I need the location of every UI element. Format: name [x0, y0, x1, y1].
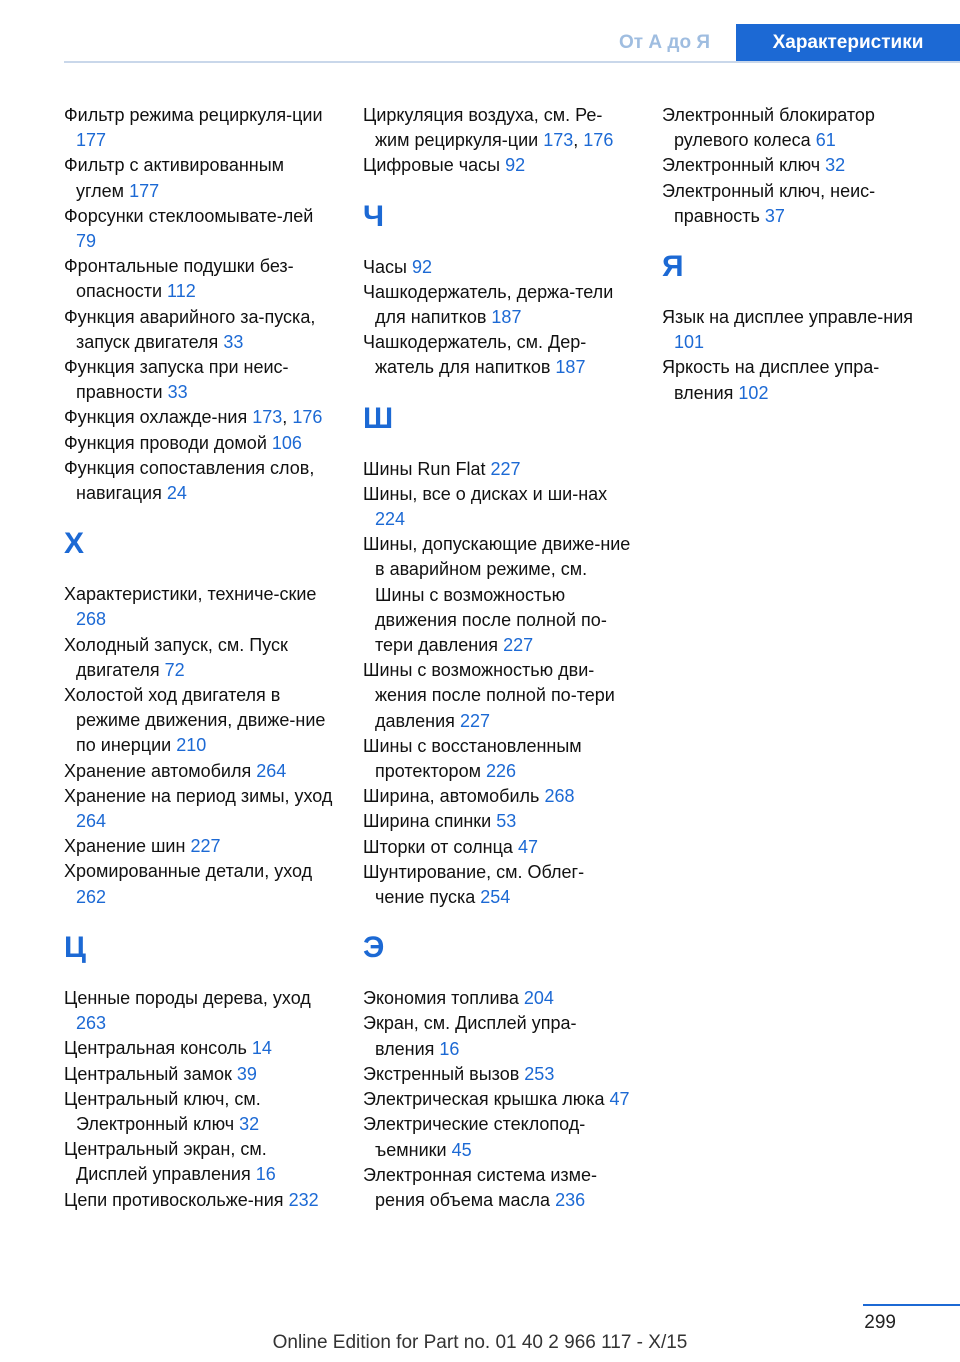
index-term: Центральный ключ, см. Электронный ключ [64, 1088, 261, 1134]
page-reference-link[interactable]: 173 [252, 407, 283, 428]
index-term: Электронный ключ [662, 155, 821, 176]
index-letter-heading: Х [64, 527, 85, 561]
index-term: Циркуляция воздуха, см. Ре-жим рециркуля-ции [363, 105, 603, 151]
index-entry [64, 633, 334, 683]
index-entry [64, 456, 334, 506]
index-letter-heading: Э [363, 931, 385, 965]
page-reference-link[interactable]: 92 [505, 155, 526, 176]
page-reference-link[interactable]: 176 [583, 130, 614, 151]
index-entry [363, 1087, 633, 1112]
index-term: Холодный запуск, см. Пуск двигателя [64, 634, 288, 680]
index-term: Электрическая крышка люка [363, 1089, 605, 1110]
index-column-2 [363, 103, 633, 1213]
index-entry [662, 355, 932, 405]
index-entry: Функция охлажде-ния 173, 176 [64, 407, 323, 428]
index-term: Шины с возможностью дви-жения после полной по-тери давления [363, 660, 615, 731]
page-reference-link[interactable]: 33 [167, 382, 188, 403]
index-term: Ширина, автомобиль [363, 786, 540, 807]
index-term: Часы [363, 256, 407, 277]
index-term: Язык на дисплее управле-ния [662, 307, 914, 328]
index-term: Хранение шин [64, 836, 186, 857]
index-entry [64, 204, 334, 254]
index-term: Электронный блокиратор рулевого колеса [662, 105, 875, 151]
page-reference-link[interactable]: 268 [544, 786, 575, 807]
page-reference-link[interactable]: 72 [164, 659, 185, 680]
index-term: Функция охлажде-ния [64, 407, 248, 428]
index-entry [64, 355, 334, 405]
index-entry [64, 305, 334, 355]
page-reference-link[interactable]: 32 [825, 155, 846, 176]
index-entry [64, 1137, 334, 1187]
page-header [0, 0, 960, 62]
page-reference-link[interactable]: 177 [129, 180, 160, 201]
page-reference-link[interactable]: 16 [255, 1164, 276, 1185]
page-reference-link[interactable]: 268 [76, 609, 107, 630]
page-reference-link[interactable]: 176 [292, 407, 323, 428]
index-term: Экран, см. Дисплей упра-вления [363, 1013, 577, 1059]
page-reference-link[interactable]: 262 [76, 886, 107, 907]
index-term: Шунтирование, см. Облег-чение пуска [363, 861, 585, 908]
index-entry [64, 1087, 334, 1137]
index-entry [64, 153, 334, 203]
page-reference-link[interactable]: 232 [288, 1189, 319, 1210]
index-term: Шины, все о дисках и ши-нах [363, 483, 608, 504]
index-term: Шторки от солнца [363, 836, 513, 857]
page-reference-link[interactable]: 14 [251, 1038, 272, 1059]
index-entry [363, 532, 633, 658]
page-reference-link[interactable]: 112 [167, 281, 196, 302]
page-reference-link[interactable]: 236 [555, 1189, 586, 1210]
index-entry [64, 1036, 334, 1061]
page-reference-link[interactable]: 253 [524, 1063, 555, 1084]
page-reference-link[interactable]: 226 [485, 761, 517, 782]
index-term: Ценные породы дерева, уход [64, 987, 311, 1008]
page-reference-link[interactable]: 32 [239, 1113, 260, 1134]
index-term: Функция запуска при неис-правности [64, 357, 289, 403]
footer-rule [863, 1304, 960, 1306]
page-reference-link[interactable]: 47 [609, 1089, 630, 1110]
page-number: 299 [864, 1312, 896, 1333]
index-term: Центральный экран, см. Дисплей управления [64, 1139, 267, 1185]
page-reference-link[interactable]: 16 [439, 1038, 460, 1059]
page-reference-link[interactable]: 173 [543, 130, 574, 151]
index-term: Шины Run Flat [363, 458, 486, 479]
index-entry [64, 103, 334, 153]
index-entry [363, 255, 633, 280]
index-term: Хранение автомобиля [64, 760, 252, 781]
index-term: Характеристики, техниче-ские [64, 584, 317, 605]
page-reference-link[interactable]: 227 [190, 836, 221, 857]
index-term: Хранение на период зимы, уход [64, 785, 333, 806]
index-term: Центральная консоль [64, 1038, 247, 1059]
index-entry [363, 809, 633, 834]
index-entry [64, 683, 334, 759]
index-term: Электронный ключ, неис-правность [662, 180, 876, 226]
page-reference-link[interactable]: 187 [555, 357, 586, 378]
page-reference-link[interactable]: 106 [271, 432, 302, 453]
page-reference-link[interactable]: 92 [411, 256, 432, 277]
active-section-tab: Характеристики [736, 24, 960, 62]
index-term: Шины с восстановленным протектором [363, 735, 582, 782]
index-entry [64, 431, 334, 456]
page-reference-link[interactable]: 210 [176, 735, 207, 756]
index-entry [363, 1062, 633, 1087]
header-rule [64, 61, 960, 63]
index-entry [363, 784, 633, 809]
index-column-1 [64, 103, 334, 1213]
index-term: Функция проводи домой [64, 432, 267, 453]
page-reference-link[interactable]: 79 [76, 231, 97, 252]
index-entry [363, 658, 633, 734]
index-entry [363, 457, 633, 482]
index-term: Экстренный вызов [363, 1063, 520, 1084]
page-reference-link[interactable]: 204 [523, 988, 554, 1009]
index-entry [64, 582, 334, 632]
index-entry [662, 103, 932, 153]
index-term: Экономия топлива [363, 988, 519, 1009]
page-reference-link[interactable]: 254 [480, 887, 511, 908]
index-entry: Циркуляция воздуха, см. Ре-жим рециркуля-ции 173, 176 [363, 105, 614, 151]
index-entry [64, 784, 334, 834]
index-term: Электрические стеклопод-ъемники [363, 1114, 586, 1160]
index-term: Фронтальные подушки без-опасности [64, 256, 294, 302]
page-reference-link[interactable]: 264 [256, 760, 287, 781]
index-letter-heading: Ш [363, 401, 394, 435]
page-reference-link[interactable]: 24 [166, 483, 187, 504]
index-term: Электронная система изме-рения объема масла [363, 1164, 598, 1210]
page-reference-link[interactable]: 53 [496, 811, 517, 832]
section-label: От А до Я [619, 32, 710, 53]
index-entry [363, 986, 633, 1011]
index-term: Фильтр с активированным углем [64, 155, 285, 201]
index-entry [363, 280, 633, 330]
page-reference-link[interactable]: 45 [451, 1139, 472, 1160]
index-term: Яркость на дисплее упра-вления [662, 357, 880, 403]
index-entry [64, 1188, 334, 1213]
page-reference-link[interactable]: 227 [490, 458, 521, 479]
page-reference-link[interactable]: 227 [503, 635, 534, 656]
index-letter-heading: Ц [64, 930, 86, 964]
index-entry [662, 305, 932, 355]
index-entry [64, 1062, 334, 1087]
index-entry [363, 1163, 633, 1213]
index-entry [363, 1011, 633, 1061]
index-entry [64, 986, 334, 1036]
index-term: Функция сопоставления слов, навигация [64, 457, 315, 504]
index-term: Хромированные детали, уход [64, 861, 313, 882]
index-entry [64, 759, 334, 784]
index-entry [662, 179, 932, 229]
index-entry [363, 153, 633, 178]
index-column-3 [662, 103, 932, 406]
page-reference-link[interactable]: 263 [76, 1013, 107, 1034]
index-entry [363, 835, 633, 860]
index-term: Шины, допускающие движе-ние в аварийном режиме, см. Шины с возможностью движения после полной по-тери давления [363, 534, 631, 656]
page-reference-link[interactable]: 224 [375, 509, 406, 530]
page-reference-link[interactable]: 39 [236, 1063, 257, 1084]
index-entry [363, 734, 633, 784]
page-reference-link[interactable]: 47 [517, 836, 538, 857]
page-reference-link[interactable]: 37 [764, 205, 785, 226]
page-reference-link[interactable]: 227 [459, 710, 490, 731]
index-entry [363, 860, 633, 910]
index-entry [662, 153, 932, 178]
edition-note: Online Edition for Part no. 01 40 2 966 117 - X/15 [272, 1332, 688, 1353]
index-letter-heading: Ч [363, 199, 385, 233]
index-entry [363, 1112, 633, 1162]
page-reference-link[interactable]: 264 [76, 811, 107, 832]
index-term: Форсунки стеклоомывате-лей [64, 205, 314, 226]
page-reference-link[interactable]: 61 [815, 130, 836, 151]
index-term: Центральный замок [64, 1063, 232, 1084]
page-reference-link[interactable]: 187 [491, 307, 522, 328]
index-term: Чашкодержатель, см. Дер-жатель для напитков [363, 332, 587, 378]
index-entry [64, 859, 334, 909]
index-term: Цепи противоскольже-ния [64, 1189, 284, 1210]
index-term: Функция аварийного за-пуска, запуск двигателя [64, 306, 316, 352]
page-reference-link[interactable]: 102 [738, 382, 769, 403]
index-entry [64, 254, 334, 304]
index-term: Чашкодержатель, держа-тели для напитков [363, 281, 614, 328]
index-entry [64, 834, 334, 859]
page-reference-link[interactable]: 33 [223, 331, 244, 352]
index-entry [363, 482, 633, 532]
page-reference-link[interactable]: 101 [674, 332, 705, 353]
index-term: Фильтр режима рециркуля-ции [64, 105, 323, 125]
index-term: Цифровые часы [363, 155, 501, 176]
index-entry [363, 330, 633, 380]
page-reference-link[interactable]: 177 [76, 130, 107, 151]
index-term: Холостой ход двигателя в режиме движения, движе-ние по инерции [64, 685, 326, 756]
index-term: Ширина спинки [363, 811, 492, 832]
index-letter-heading: Я [662, 250, 684, 284]
